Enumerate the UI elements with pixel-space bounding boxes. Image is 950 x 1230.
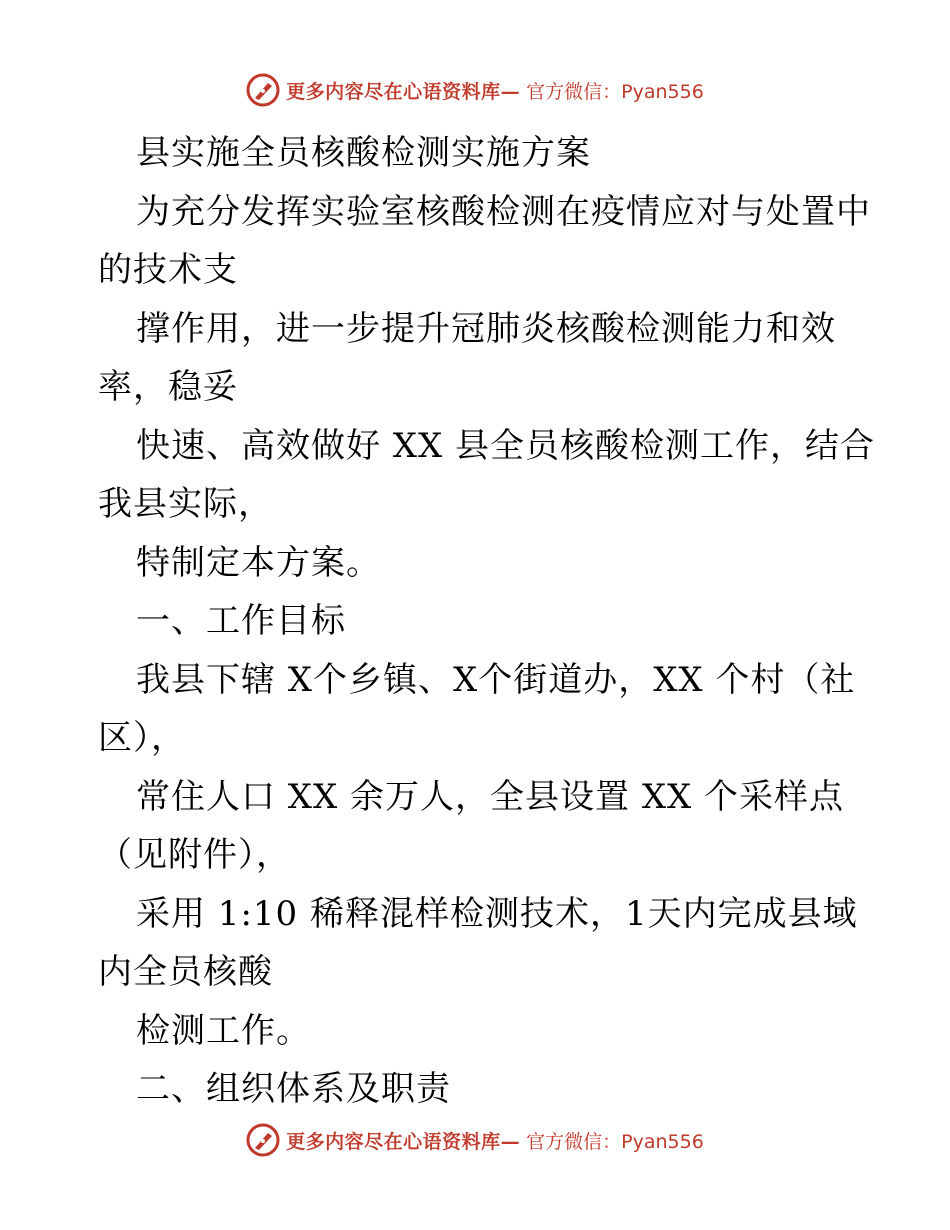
pen-nib-icon [246, 1123, 280, 1157]
watermark-text: 更多内容尽在心语资料库— [286, 1130, 521, 1153]
watermark-wechat: 官方微信：Pyan556 [526, 1130, 704, 1153]
paragraph-line: 为充分发挥实验室核酸检测在疫情应对与处置中 [136, 191, 871, 232]
watermark-text: 更多内容尽在心语资料库— [286, 80, 521, 103]
document-title: 县实施全员核酸检测实施方案 [136, 133, 591, 173]
paragraph-line: 我县下辖 X个乡镇、X个街道办，XX 个村（社 [136, 659, 856, 700]
header-watermark [0, 70, 950, 110]
paragraph-line: 的技术支 [98, 250, 238, 290]
paragraph-line: 率，稳妥 [98, 367, 238, 407]
section-heading: 一、工作目标 [136, 601, 346, 641]
paragraph-line: 快速、高效做好 XX 县全员核酸检测工作，结合 [136, 425, 876, 466]
paragraph-line: 撑作用，进一步提升冠肺炎核酸检测能力和效 [136, 308, 836, 349]
paragraph-line: 特制定本方案。 [136, 542, 381, 583]
section-heading: 二、组织体系及职责 [136, 1069, 451, 1109]
paragraph-line: 检测工作。 [136, 1010, 311, 1051]
pen-nib-icon [246, 73, 280, 107]
paragraph-line: 内全员核酸 [98, 952, 273, 992]
paragraph-line: 我县实际， [98, 484, 273, 524]
watermark-wechat: 官方微信：Pyan556 [526, 80, 704, 103]
document-body [98, 124, 876, 1119]
footer-watermark [0, 1120, 950, 1160]
paragraph-line: 采用 1:10 稀释混样检测技术，1天内完成县域 [136, 893, 858, 934]
paragraph-line: （见附件）， [98, 835, 291, 875]
paragraph-line: 区）， [98, 718, 186, 758]
paragraph-line: 常住人口 XX 余万人，全县设置 XX 个采样点 [136, 776, 845, 817]
